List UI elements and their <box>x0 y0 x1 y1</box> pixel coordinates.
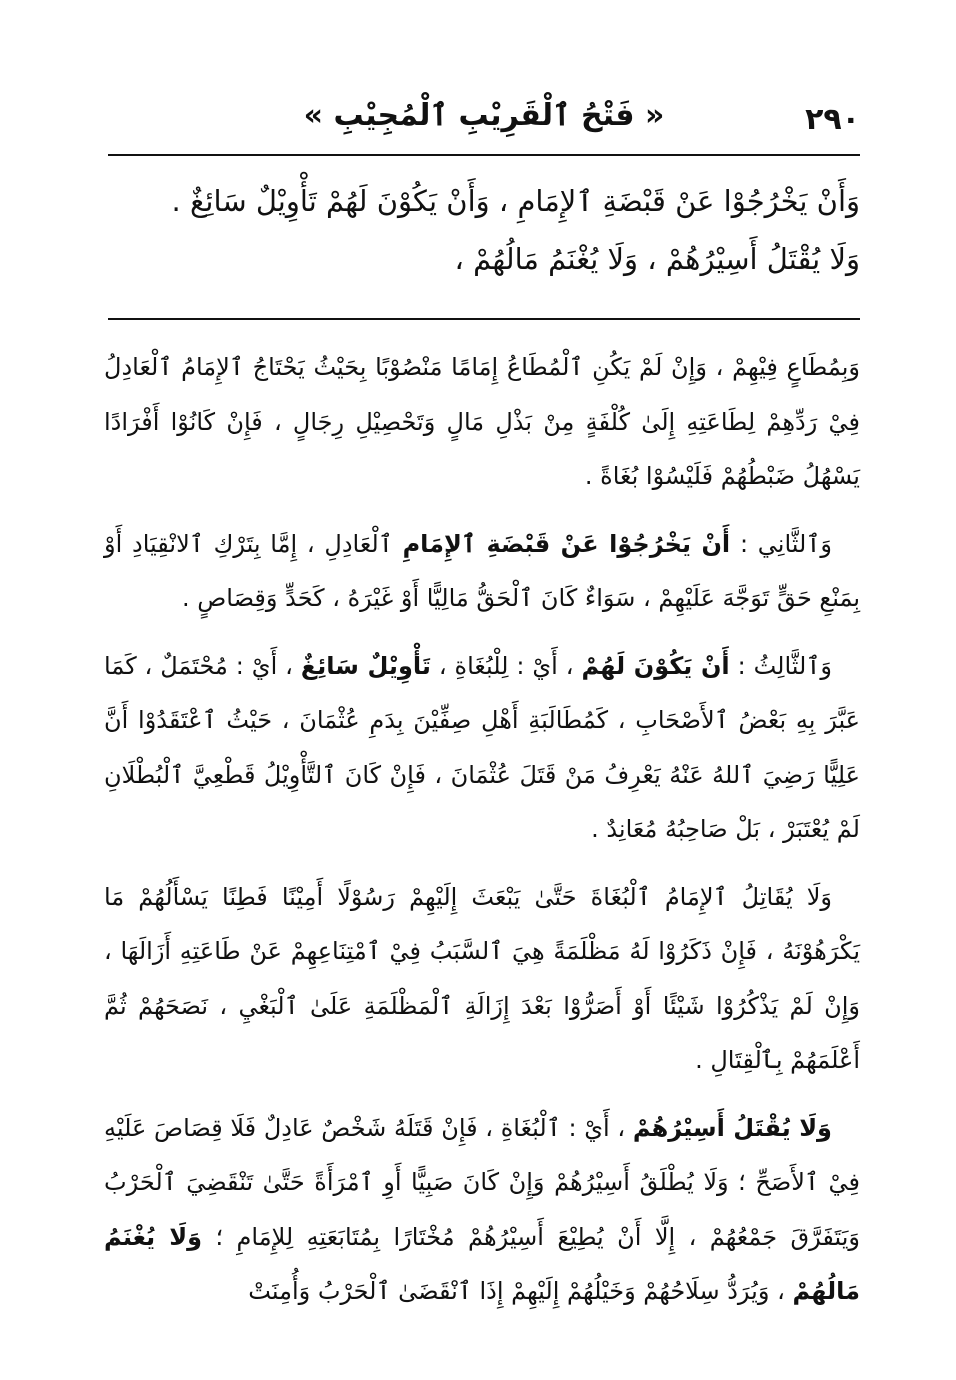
matn-line: وَأَنْ يَخْرُجُوْا عَنْ قَبْضَةِ ٱلإِمَامِ ، وَأَنْ يَكُوْنَ لَهُمْ تَأْوِيْلٌ سَائِغٌ . <box>171 184 860 218</box>
matn-text <box>108 172 860 288</box>
matn-line: وَلَا يُقْتَلُ أَسِيْرُهُمْ ، وَلَا يُغْنَمُ مَالُهُمْ ، <box>454 242 860 276</box>
paragraph-text: ، وَيُرَدُّ سِلَاحُهُمْ وَخَيْلُهُمْ إِلَيْهِمْ إِذَا ٱنْقَضَىٰ ٱلْحَرْبُ وَأُمِنَتْ <box>248 1277 785 1305</box>
matn-quote: وَلَا يُقْتَلُ أَسِيْرُهُمْ <box>632 1113 832 1142</box>
page-header <box>108 98 860 142</box>
paragraph-lead: وَٱلثَّانِي : <box>739 529 832 558</box>
book-title: « فَتْحُ ٱلْقَرِيْبِ ٱلْمُجِيْبِ » <box>303 98 665 133</box>
matn-quote: أَنْ يَكُوْنَ لَهُمْ <box>581 651 730 680</box>
commentary-text <box>104 340 860 1332</box>
paragraph-text: وَبِمُطَاعٍ فِيْهِمْ ، وَإِنْ لَمْ يَكُنِ ٱلْمُطَاعُ إِمَامًا مَنْصُوْبًا بِحَيْثُ يَحْتَاجُ ٱلإِمَامُ ٱلْعَادِلُ فِيْ رَدِّهِمْ لِطَاعَتِهِ إِلَىٰ كُلْفَةٍ مِنْ بَذْلِ مَالٍ وَتَحْصِيْلِ رِجَالٍ ، فَإِنْ كَانُوْا أَفْرَادًا يَسْهُلُ ضَبْطُهُمْ فَلَيْسُوْا بُغَاةً . <box>104 353 860 490</box>
paragraph-text: ، أَيْ : لِلْبُغَاةِ ، <box>438 651 574 680</box>
commentary-paragraph <box>104 340 860 504</box>
matn-commentary-divider <box>108 318 860 320</box>
paragraph-text: ، أَيْ : مُحْتَمَلٌ ، كَمَا عَبَّرَ بِهِ بَعْضُ ٱلأَصْحَابِ ، كَمُطَالَبَةِ أَهْلِ صِفِّيْنَ بِدَمِ عُثْمَانَ ، حَيْثُ ٱعْتَقَدُوْا أَنَّ عَلِيًّا رَضِيَ ٱللهُ عَنْهُ يَعْرِفُ مَنْ قَتَلَ عُثْمَانَ ، فَإِنْ كَانَ ٱلتَّأْوِيْلُ قَطْعِيَّ ٱلْبُطْلَانِ لَمْ يُعْتَبَرْ ، بَلْ صَاحِبُهُ مُعَانِدٌ . <box>104 651 860 843</box>
paragraph-text: ٱلْعَادِلِ ، إِمَّا بِتَرْكِ ٱلانْقِيَادِ أَوْ بِمَنْعِ حَقٍّ تَوَجَّهَ عَلَيْهِمْ ، سَوَاءٌ كَانَ ٱلْحَقُّ مَالِيًّا أَوْ غَيْرَهُ ، كَحَدٍّ وَقِصَاصٍ . <box>104 529 860 612</box>
matn-quote: وَلَا يُغْنَمُ مَالُهُمْ <box>104 1222 860 1305</box>
paragraph-text: ، أَيْ : ٱلْبُغَاةِ ، فَإِنْ قَتَلَهُ شَخْصٌ عَادِلٌ فَلَا قِصَاصَ عَلَيْهِ فِيْ ٱلأَصَحِّ ؛ وَلَا يُطْلَقُ أَسِيْرُهُمْ وَإِنْ كَانَ صَبِيًّا أَوِ ٱمْرَأَةً حَتَّىٰ تَنْقَضِيَ ٱلْحَرْبُ وَيَتَفَرَّقَ جَمْعُهُمْ ، إِلَّا أَنْ يُطِيْعَ أَسِيْرُهُمْ مُخْتَارًا بِمُتَابَعَتِهِ لِلإِمَامِ ؛ <box>104 1113 860 1251</box>
commentary-paragraph <box>104 517 860 626</box>
paragraph-text: وَلَا يُقَاتِلُ ٱلإِمَامُ ٱلْبُغَاةَ حَتَّىٰ يَبْعَثَ إِلَيْهِمْ رَسُوْلًا أَمِيْنًا فَطِنًا يَسْأَلُهُمْ مَا يَكْرَهُوْنَهُ ، فَإِنْ ذَكَرُوْا لَهُ مَظْلَمَةً هِيَ ٱلسَّبَبُ فِيْ ٱمْتِنَاعِهِمْ عَنْ طَاعَتِهِ أَزَالَهَا ، وَإِنْ لَمْ يَذْكُرُوْا شَيْئًا أَوْ أَصَرُّوْا بَعْدَ إِزَالَةِ ٱلْمَظْلَمَةِ عَلَىٰ ٱلْبَغْيِ ، نَصَحَهُمْ ثُمَّ أَعْلَمَهُمْ بِٱلْقِتَالِ . <box>104 882 860 1074</box>
matn-quote: تَأْوِيْلٌ سَائِغٌ <box>300 651 431 680</box>
paragraph-lead: وَٱلثَّالِثُ : <box>737 651 833 680</box>
page-number: ٢٩٠ <box>805 102 860 137</box>
header-divider <box>108 154 860 156</box>
matn-quote: أَنْ يَخْرُجُوْا عَنْ قَبْضَةِ ٱلإِمَامِ <box>402 529 731 558</box>
commentary-paragraph <box>104 1101 860 1319</box>
commentary-paragraph <box>104 639 860 857</box>
commentary-paragraph <box>104 870 860 1088</box>
